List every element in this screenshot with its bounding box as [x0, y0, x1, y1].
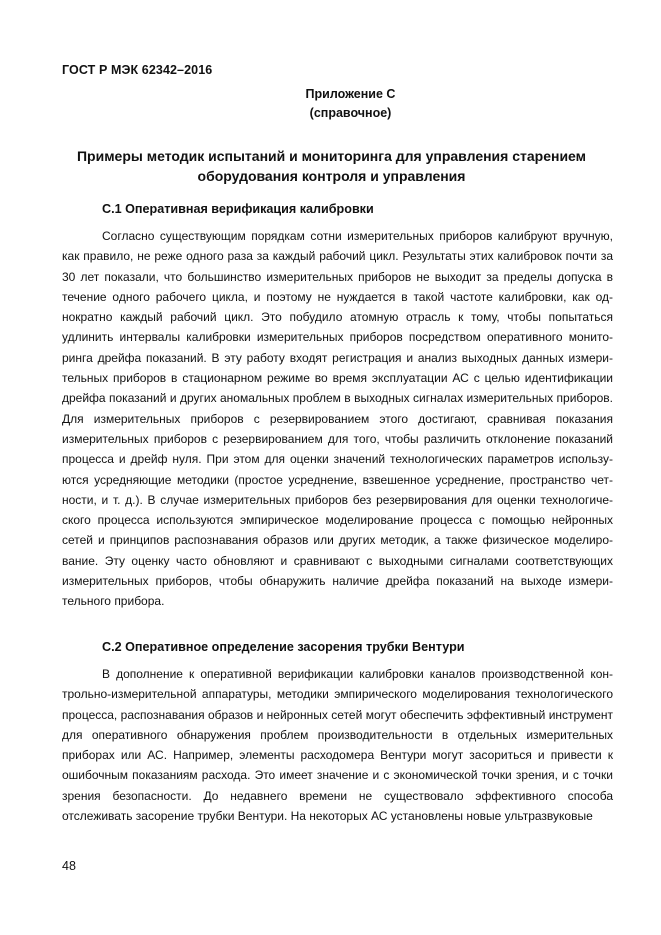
appendix-label: Приложение С	[305, 87, 396, 101]
page-number: 48	[62, 859, 76, 873]
standard-header: ГОСТ Р МЭК 62342–2016	[62, 63, 213, 77]
section-paragraph-c2: В дополнение к оперативной верификации калибровки каналов производственной контрольно-измерительной аппаратуры, методики эмпирического моделирования технологического процесса, распознавания образов и нейронных сетей могут обеспечить эффективный инструмент для оперативного обнаружения проблем производительности в отдельных измерительных приборах или АС. Например, элементы расходомера Вентури могут засориться и привести к ошибочным показаниям расхода. Это имеет значение и с экономической точки зрения, и с точки зрения безопасности. До недавнего времени не существовало эффективного способа отслеживать засорение трубки Вентури. На некоторых АС установлены новые ультразвуковые	[62, 667, 613, 824]
document-title: Примеры методик испытаний и мониторинга для управления старением оборудования контроля и управления	[76, 148, 587, 184]
section-heading-c1: С.1 Оперативная верификация калибровки	[102, 202, 374, 216]
appendix-heading	[0, 85, 661, 123]
section-paragraph-c1: Согласно существующим порядкам сотни измерительных приборов калибруют вручную, как правило, не реже одного раза за каждый рабочий цикл. Результаты этих калибровок почти за 30 лет показали, что большинство измерительных приборов не выходит за пределы допуска в течение одного рабочего цикла, и поэтому не нуждается в такой частоте калибровки, как однократно каждый рабочий цикл. Это побудило атомную отрасль к тому, чтобы попытаться удлинить интервалы калибровки измерительных приборов посредством оперативного мониторинга дрейфа показаний. В эту работу входят регистрация и анализ выходных данных измерительных приборов в стационарном режиме во время эксплуатации АС с целью идентификации дрейфа показаний и других аномальных проблем в выходных сигналах измерительных приборов. Для измерительных приборов с резервированием этого достигают, сравнивая показания измерительных приборов с резервированием для того, чтобы различить отклонение показаний процесса и дрейф нуля. При этом для оценки значений технологических параметров используются усредняющие методики (простое усреднение, взвешенное усреднение, пространство четности, и т. д.). В случае измерительных приборов без резервирования для оценки технологического процесса используются эмпирическое моделирование процесса с помощью нейронных сетей и принципов распознавания образов или других методик, а также физическое моделирование. Эту оценку часто обновляют и сравнивают с выходными сигналами соответствующих измерительных приборов, чтобы обнаружить наличие дрейфа показаний на выходе измерительного прибора.	[62, 229, 613, 609]
section-heading-c2: С.2 Оперативное определение засорения трубки Вентури	[102, 640, 465, 654]
appendix-type: (справочное)	[309, 106, 392, 120]
